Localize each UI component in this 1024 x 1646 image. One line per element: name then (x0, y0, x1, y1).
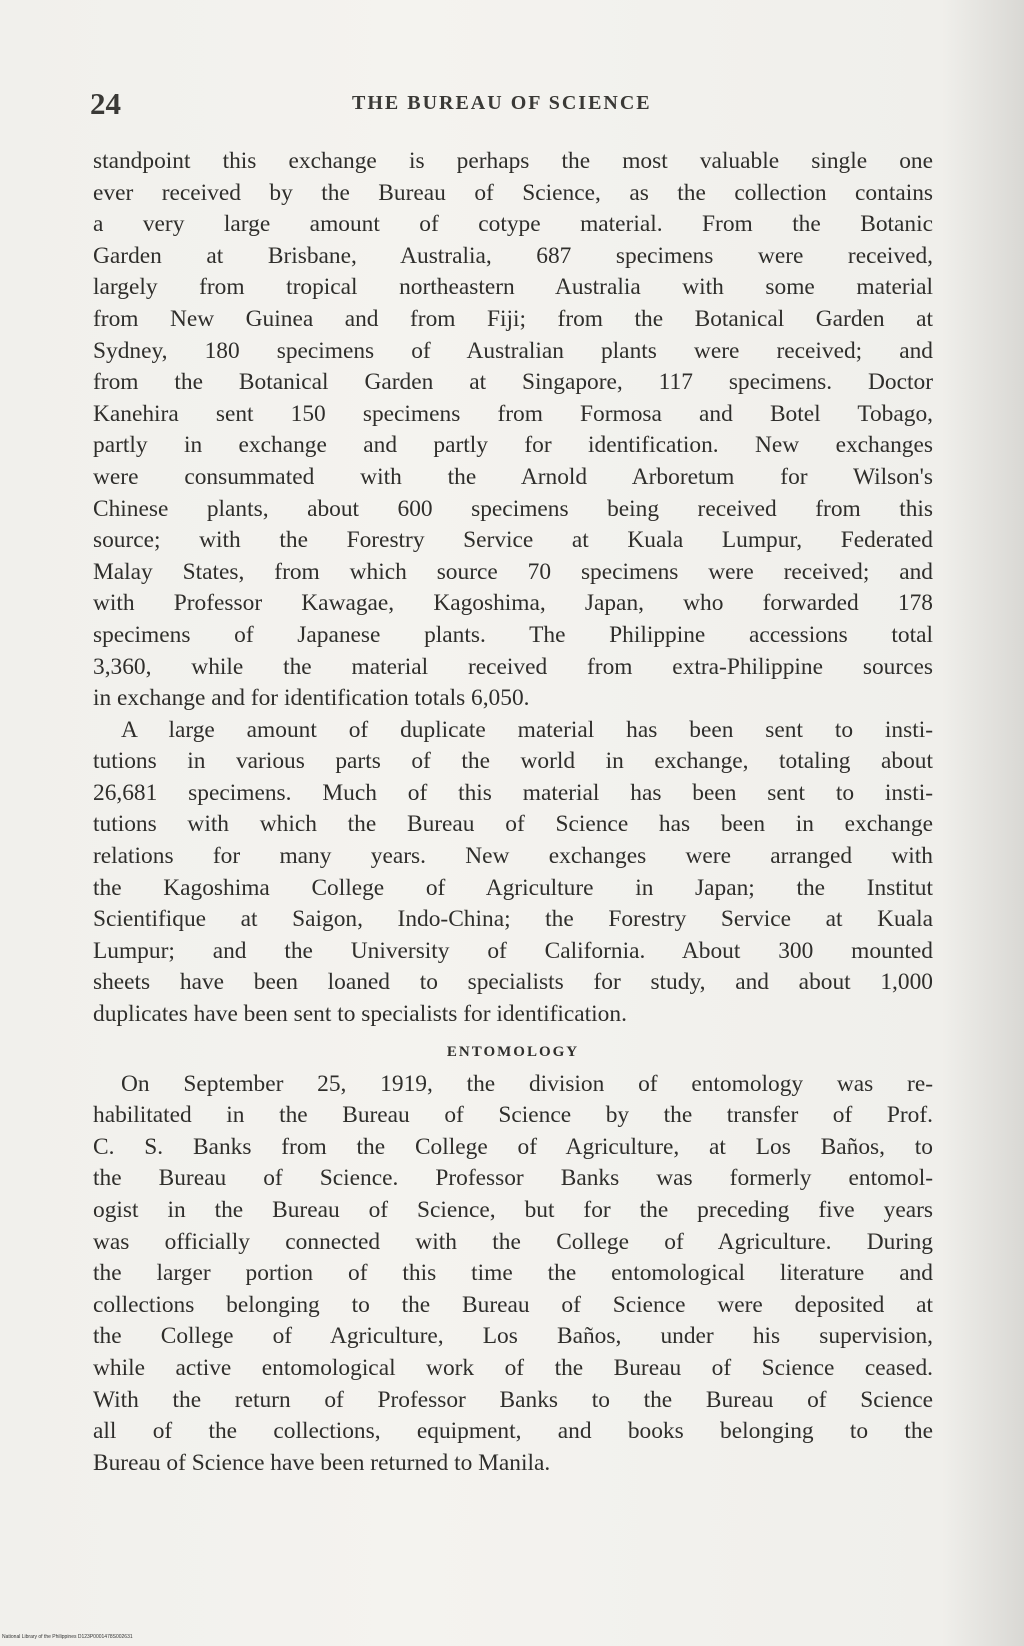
text-line: collections belonging to the Bureau of Science were deposited at (93, 1291, 933, 1318)
text-line: habilitated in the Bureau of Science by the transfer of Prof. (93, 1102, 933, 1129)
text-line: sheets have been loaned to specialists for study, and about 1,000 (93, 969, 933, 996)
text-line: A large amount of duplicate material has been sent to insti- (121, 716, 933, 743)
text-line: the Kagoshima College of Agriculture in Japan; the Institut (93, 874, 933, 901)
page-header (90, 86, 938, 126)
text-line: tutions in various parts of the world in exchange, totaling about (93, 748, 933, 775)
text-line: relations for many years. New exchanges were arranged with (93, 843, 933, 870)
text-line: ever received by the Bureau of Science, as the collection contains (93, 179, 933, 206)
text-line: while active entomological work of the Bureau of Science ceased. (93, 1354, 933, 1381)
text-line: specimens of Japanese plants. The Philippine accessions total (93, 621, 933, 648)
running-head: THE BUREAU OF SCIENCE (352, 92, 652, 114)
paragraph-entomology (93, 1069, 933, 1480)
text-line: Chinese plants, about 600 specimens being received from this (93, 495, 933, 522)
text-line: from the Botanical Garden at Singapore, 117 specimens. Doctor (93, 369, 933, 396)
text-line: partly in exchange and partly for identification. New exchanges (93, 432, 933, 459)
text-line: Kanehira sent 150 specimens from Formosa and Botel Tobago, (93, 400, 933, 427)
body-text (93, 146, 933, 1479)
text-line: 26,681 specimens. Much of this material has been sent to insti- (93, 779, 933, 806)
text-line: all of the collections, equipment, and books belonging to the (93, 1418, 933, 1445)
text-line: Bureau of Science have been returned to Manila. (93, 1449, 551, 1476)
text-line: standpoint this exchange is perhaps the most valuable single one (93, 148, 933, 174)
text-line: with Professor Kawagae, Kagoshima, Japan, who forwarded 178 (93, 590, 933, 617)
footer-credit: National Library of the Philippines D123P0001478S002631 (2, 1634, 133, 1640)
page-number: 24 (90, 86, 121, 121)
text-line: a very large amount of cotype material. From the Botanic (93, 211, 933, 238)
text-line: source; with the Forestry Service at Kuala Lumpur, Federated (93, 527, 933, 554)
paragraph-2 (93, 715, 933, 1031)
paragraph-1 (93, 146, 933, 715)
text-line: the Bureau of Science. Professor Banks was formerly entomol- (93, 1165, 933, 1192)
text-line: With the return of Professor Banks to the Bureau of Science (93, 1386, 933, 1413)
text-line: was officially connected with the College of Agriculture. During (93, 1228, 933, 1255)
section-heading: ENTOMOLOGY (446, 1043, 580, 1060)
text-line: On September 25, 1919, the division of entomology was re- (121, 1070, 933, 1097)
text-line: the larger portion of this time the entomological literature and (93, 1260, 933, 1287)
text-line: Lumpur; and the University of California. About 300 mounted (93, 937, 933, 964)
text-line: ogist in the Bureau of Science, but for the preceding five years (93, 1197, 933, 1223)
text-line: from New Guinea and from Fiji; from the Botanical Garden at (93, 305, 933, 332)
text-line: Garden at Brisbane, Australia, 687 specimens were received, (93, 242, 933, 269)
text-line: were consummated with the Arnold Arboretum for Wilson's (93, 463, 933, 490)
text-line: Scientifique at Saigon, Indo-China; the Forestry Service at Kuala (93, 906, 933, 933)
text-line: tutions with which the Bureau of Science has been in exchange (93, 811, 933, 838)
text-line: the College of Agriculture, Los Baños, under his supervision, (93, 1323, 933, 1350)
text-line: largely from tropical northeastern Australia with some material (93, 274, 933, 301)
text-line: Sydney, 180 specimens of Australian plants were received; and (93, 337, 933, 364)
text-line: Malay States, from which source 70 specimens were received; and (93, 558, 933, 585)
text-line: in exchange and for identification totals 6,050. (93, 685, 530, 712)
text-line: duplicates have been sent to specialists for identification. (93, 1001, 627, 1028)
text-line: 3,360, while the material received from extra-Philippine sources (93, 653, 933, 680)
text-line: C. S. Banks from the College of Agriculture, at Los Baños, to (93, 1133, 933, 1160)
